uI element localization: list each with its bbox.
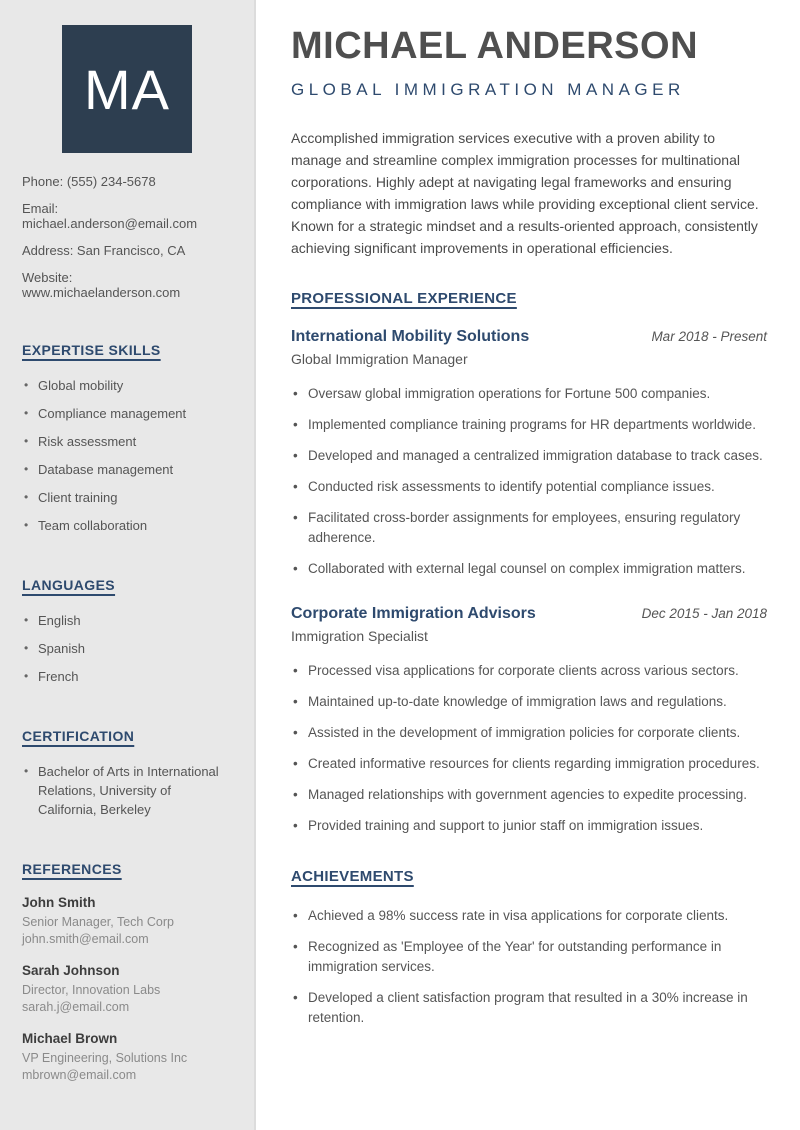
job-header: [291, 605, 767, 623]
achievements-title: ACHIEVEMENTS: [291, 868, 414, 885]
main-content: [256, 0, 800, 1130]
bullet-item: • Facilitated cross-border assignments for employees, ensuring regulatory adherence.: [291, 508, 767, 548]
job-header: [291, 328, 767, 346]
list-item: • Global mobility: [22, 376, 232, 395]
job-bullets: [291, 661, 767, 836]
bullet-item: • Achieved a 98% success rate in visa applications for corporate clients.: [291, 906, 767, 926]
job-entry: [291, 605, 767, 836]
section-certification: [22, 728, 232, 819]
contact-phone: Phone: (555) 234-5678: [22, 174, 156, 189]
list-item: • English: [22, 611, 232, 630]
avatar-initials: MA: [84, 57, 170, 121]
section-references: [22, 861, 232, 1084]
contact-email: Email: michael.anderson@email.com: [22, 201, 198, 231]
bullet-item: • Implemented compliance training programs for HR departments worldwide.: [291, 415, 767, 435]
bullet-item: • Processed visa applications for corporate clients across various sectors.: [291, 661, 767, 681]
sidebar: [0, 0, 256, 1130]
avatar: [62, 25, 192, 153]
list-item: • Database management: [22, 460, 232, 479]
achievements-bullets: [291, 906, 767, 1028]
reference-name: Michael Brown: [22, 1031, 118, 1046]
list-item: • Compliance management: [22, 404, 232, 423]
professional-experience-title: PROFESSIONAL EXPERIENCE: [291, 290, 517, 307]
job-bullets: [291, 384, 767, 579]
certification-title: CERTIFICATION: [22, 728, 135, 744]
languages-list: [22, 611, 232, 686]
bullet-item: • Assisted in the development of immigration policies for corporate clients.: [291, 723, 767, 743]
list-item: • Spanish: [22, 639, 232, 658]
bullet-item: • Developed a client satisfaction program that resulted in a 30% increase in retention.: [291, 988, 767, 1028]
candidate-name: MICHAEL ANDERSON: [291, 25, 699, 67]
languages-title: LANGUAGES: [22, 577, 116, 593]
section-languages: [22, 577, 232, 686]
reference-entry: [22, 895, 232, 948]
reference-email: john.smith@email.com: [22, 932, 149, 946]
job-entry: [291, 328, 767, 579]
reference-role: VP Engineering, Solutions Inc: [22, 1051, 188, 1065]
contact-address: Address: San Francisco, CA: [22, 243, 186, 258]
bullet-item: • Oversaw global immigration operations for Fortune 500 companies.: [291, 384, 767, 404]
job-dates: Dec 2015 - Jan 2018: [641, 606, 767, 621]
references-title: REFERENCES: [22, 861, 122, 877]
reference-entry: [22, 963, 232, 1016]
job-dates: Mar 2018 - Present: [651, 329, 767, 344]
bullet-item: • Conducted risk assessments to identify potential compliance issues.: [291, 477, 767, 497]
bullet-item: • Maintained up-to-date knowledge of immigration laws and regulations.: [291, 692, 767, 712]
bullet-item: • Created informative resources for clients regarding immigration procedures.: [291, 754, 767, 774]
section-achievements: [291, 868, 767, 1028]
reference-role: Senior Manager, Tech Corp: [22, 915, 174, 929]
summary-paragraph: Accomplished immigration services executive with a proven ability to manage and streamline complex immigration processes for multinational corporations. Highly adept at navigating legal frameworks and ensuring compliance with immigration laws while providing exceptional client service. Known for a strategic mindset and a results-oriented approach, consistently achieving significant improvements in operational efficiencies.: [291, 130, 759, 256]
reference-role: Director, Innovation Labs: [22, 983, 161, 997]
reference-name: Sarah Johnson: [22, 963, 120, 978]
bullet-item: • Managed relationships with government agencies to expedite processing.: [291, 785, 767, 805]
bullet-item: • Developed and managed a centralized immigration database to track cases.: [291, 446, 767, 466]
bullet-item: • Provided training and support to junior staff on immigration issues.: [291, 816, 767, 836]
section-expertise-skills: [22, 342, 232, 535]
company-name: International Mobility Solutions: [291, 328, 530, 345]
expertise-skills-title: EXPERTISE SKILLS: [22, 342, 161, 358]
bullet-item: • Collaborated with external legal counsel on complex immigration matters.: [291, 559, 767, 579]
reference-email: mbrown@email.com: [22, 1068, 137, 1082]
reference-email: sarah.j@email.com: [22, 1000, 130, 1014]
certification-list: [22, 762, 232, 819]
list-item: • French: [22, 667, 232, 686]
bullet-item: • Recognized as 'Employee of the Year' for outstanding performance in immigration services.: [291, 937, 767, 977]
list-item: • Risk assessment: [22, 432, 232, 451]
list-item: • Client training: [22, 488, 232, 507]
reference-entry: [22, 1031, 232, 1084]
list-item: • Bachelor of Arts in International Relations, University of California, Berkeley: [22, 762, 232, 819]
list-item: • Team collaboration: [22, 516, 232, 535]
job-role: Immigration Specialist: [291, 628, 428, 644]
skills-list: [22, 376, 232, 535]
candidate-job-title: GLOBAL IMMIGRATION MANAGER: [291, 80, 685, 99]
company-name: Corporate Immigration Advisors: [291, 605, 536, 622]
contact-block: [22, 174, 232, 300]
contact-website: Website: www.michaelanderson.com: [22, 270, 181, 300]
section-professional-experience: [291, 290, 767, 836]
reference-name: John Smith: [22, 895, 96, 910]
job-role: Global Immigration Manager: [291, 351, 468, 367]
